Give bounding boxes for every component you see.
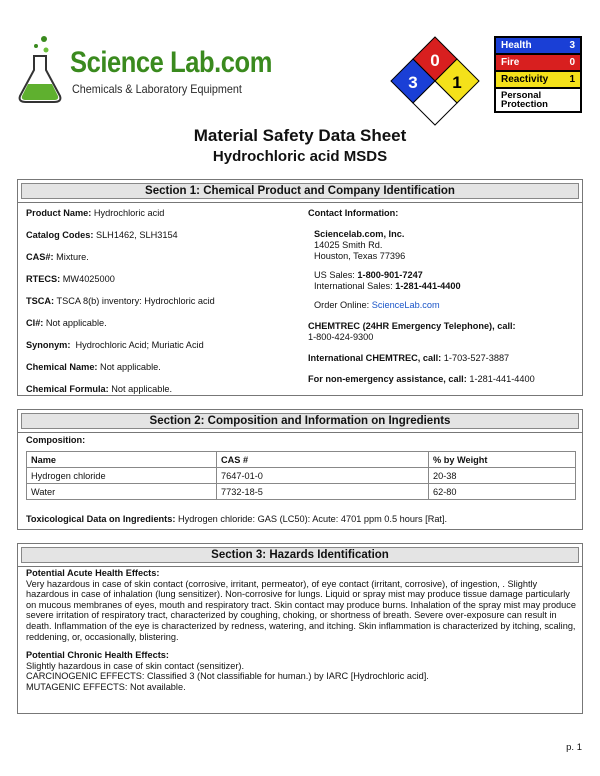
tsca-row: TSCA: TSCA 8(b) inventory: Hydrochloric acid: [26, 296, 215, 306]
table-row: Water 7732-18-5 62-80: [27, 484, 576, 500]
us-sales: US Sales: 1-800-901-7247: [314, 270, 423, 280]
order-online-link[interactable]: ScienceLab.com: [371, 300, 440, 310]
nfpa-reactivity-value: 1: [452, 73, 462, 92]
chemtrec-label: CHEMTREC (24HR Emergency Telephone), call:: [308, 321, 516, 331]
chemical-formula-row: Chemical Formula: Not applicable.: [26, 384, 173, 394]
product-name-row: Product Name: Hydrochloric acid: [26, 208, 165, 218]
hmis-health-row: [496, 38, 580, 55]
contact-information: [308, 208, 578, 385]
logo-tagline: Chemicals & Laboratory Equipment: [72, 82, 242, 96]
chemtrec-phone: 1-800-424-9300: [308, 332, 374, 342]
order-online: Order Online: ScienceLab.com: [314, 300, 440, 310]
hmis-ppe-row: [496, 89, 580, 111]
synonym-row: Synonym: Hydrochloric Acid; Muriatic Acid: [26, 340, 204, 350]
hmis-label: [494, 36, 582, 113]
section-1-heading: Section 1: Chemical Product and Company Identification: [21, 183, 579, 199]
nfpa-fire-value: 0: [430, 51, 440, 70]
hmis-fire-row: [496, 55, 580, 72]
address-line-2: Houston, Texas 77396: [314, 251, 406, 261]
composition-table: [26, 451, 576, 500]
hmis-fire-value: 0: [569, 57, 575, 68]
international-sales: International Sales: 1-281-441-4400: [314, 281, 461, 291]
hmis-reactivity-label: Reactivity: [501, 74, 549, 85]
section-2-heading: Section 2: Composition and Information on Ingredients: [21, 413, 579, 429]
hmis-health-value: 3: [569, 40, 575, 51]
cas-row: CAS#: Mixture.: [26, 252, 89, 262]
sciencelab-logo: [14, 34, 272, 104]
company-name: Sciencelab.com, Inc.: [314, 229, 405, 239]
flask-icon: [14, 34, 66, 104]
address-line-1: 14025 Smith Rd.: [314, 240, 383, 250]
section-3: [17, 543, 583, 714]
hmis-reactivity-row: [496, 72, 580, 89]
chemical-name-row: Chemical Name: Not applicable.: [26, 362, 161, 372]
table-header-row: [27, 452, 576, 468]
rtecs-row: RTECS: MW4025000: [26, 274, 115, 284]
catalog-codes-row: Catalog Codes: SLH1462, SLH3154: [26, 230, 178, 240]
logo-name: Science Lab.com: [70, 46, 272, 79]
hmis-ppe-label-1: Personal: [501, 90, 542, 101]
document-subtitle: Hydrochloric acid MSDS: [212, 148, 388, 165]
contact-heading: Contact Information:: [308, 208, 399, 218]
chronic-effects: Potential Chronic Health Effects: Slightly hazardous in case of skin contact (sensitizer). CARCINOGENIC EFFECTS: Classified 3 (Not classifiable for human.) by IARC [Hydrochloric acid]. MUTAGENIC EFFECTS: Not available.: [26, 650, 429, 692]
product-identification: [26, 208, 306, 406]
toxicological-data: Toxicological Data on Ingredients: Hydrogen chloride: GAS (LC50): Acute: 4701 ppm 0.5 hours [Rat].: [26, 514, 448, 524]
document-title: Material Safety Data Sheet: [193, 126, 407, 145]
section-3-header: [18, 544, 582, 567]
international-chemtrec: International CHEMTREC, call: 1-703-527-3887: [308, 353, 510, 363]
ci-row: CI#: Not applicable.: [26, 318, 107, 328]
column-header-cas: CAS #: [217, 452, 429, 468]
hmis-health-label: Health: [501, 40, 532, 51]
non-emergency-assistance: For non-emergency assistance, call: 1-281-441-4400: [308, 374, 535, 384]
hmis-ppe-label-2: Protection: [501, 99, 548, 110]
page-number: p. 1: [566, 742, 582, 753]
column-header-name: Name: [27, 452, 217, 468]
section-1: [17, 179, 583, 396]
section-3-heading: Section 3: Hazards Identification: [21, 547, 579, 563]
hmis-reactivity-value: 1: [569, 74, 575, 85]
nfpa-diamond: [390, 36, 480, 126]
nfpa-health-value: 3: [408, 73, 418, 92]
section-2-header: [18, 410, 582, 433]
hmis-fire-label: Fire: [501, 57, 520, 68]
acute-effects: Potential Acute Health Effects: Very hazardous in case of skin contact (corrosive, irritant, permeator), of eye contact (irritant, corrosive), of ingestion, . Slightly hazardous in case of inhalation (lung sensitizer). Non-corrosive for lungs. Liquid or spray mist may produce tissue damage particularly on mucous membranes of eyes, mouth and respiratory tract. Skin contact may produce burns. Inhalation of the spray mist may produce severe irritation of respiratory tract, characterized by coughing, choking, or shortness of breath. Severe over-exposure can result in death. Inflammation of the eye is characterized by redness, watering, and itching. Skin inflammation is characterized by itching, scaling, reddening, or, occasionally, blistering.: [26, 568, 576, 642]
hazards-identification: [26, 568, 578, 701]
section-2: [17, 409, 583, 530]
column-header-weight: % by Weight: [429, 452, 576, 468]
table-row: Hydrogen chloride 7647-01-0 20-38: [27, 468, 576, 484]
composition-label: Composition:: [26, 435, 86, 445]
section-1-header: [18, 180, 582, 203]
